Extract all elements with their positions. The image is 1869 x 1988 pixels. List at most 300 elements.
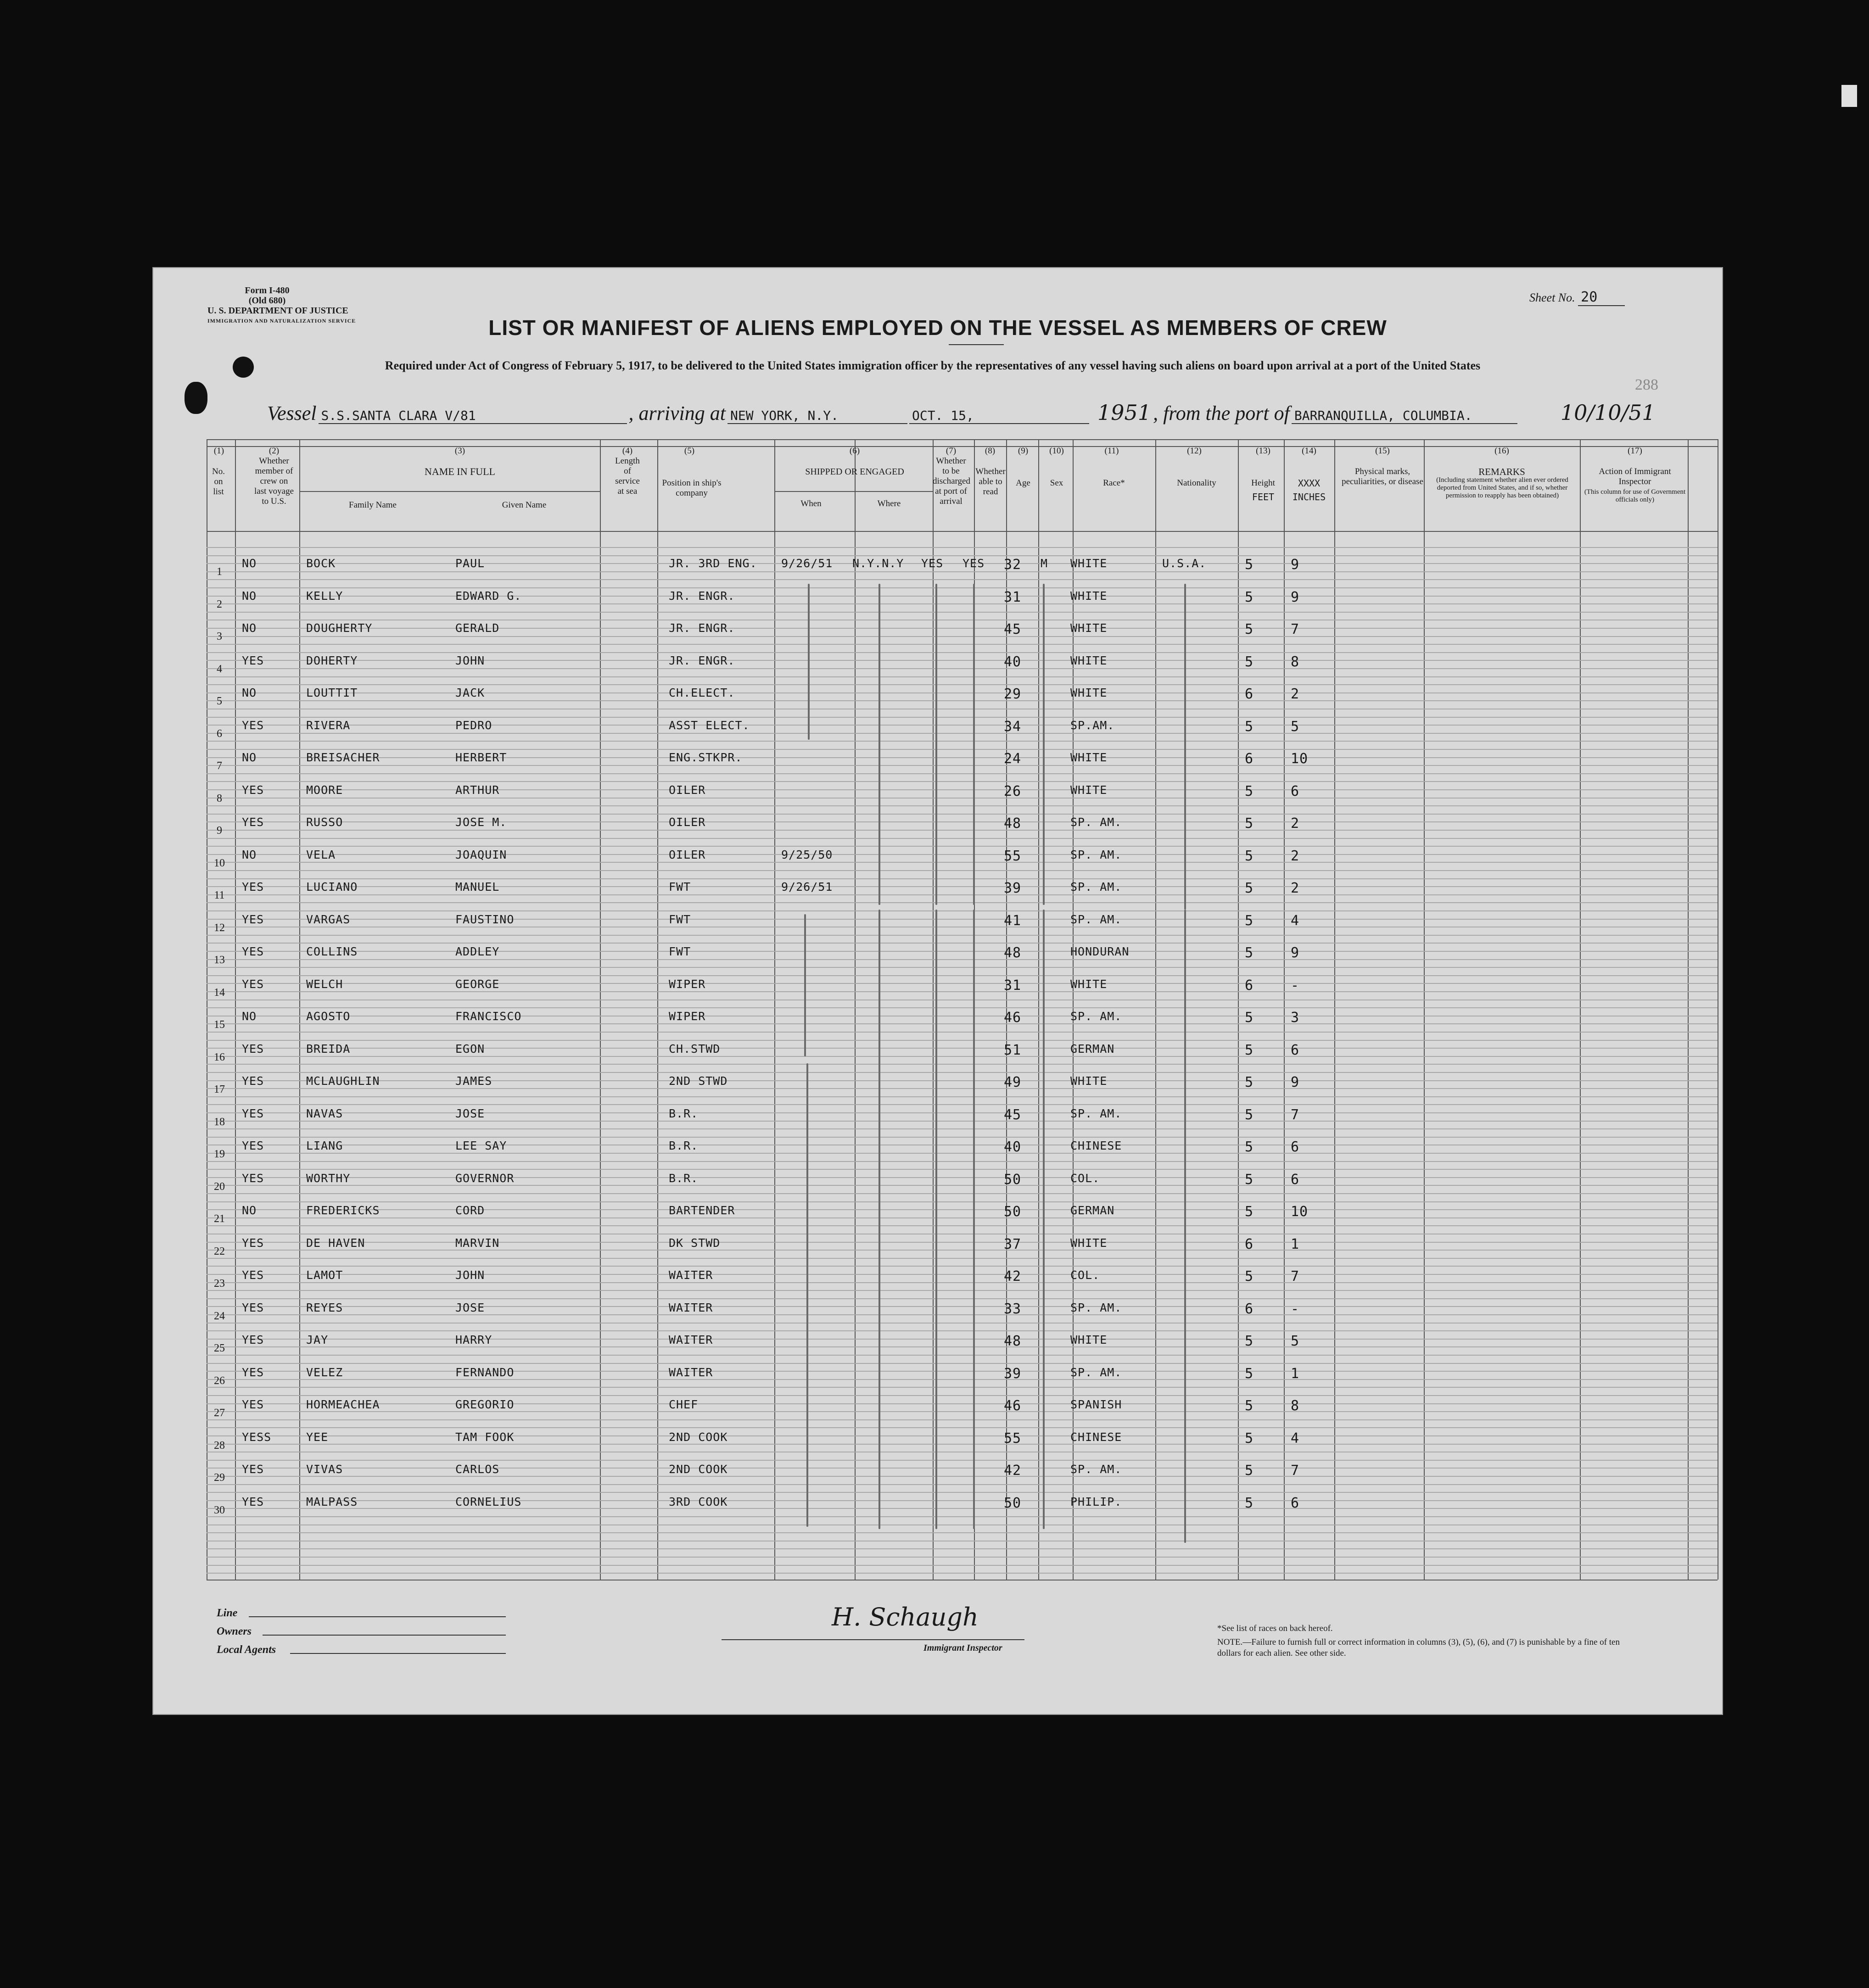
height-feet: 5 [1245, 654, 1254, 670]
height-feet: 5 [1245, 945, 1254, 961]
grid-line [207, 943, 1718, 944]
given-name: ADDLEY [455, 945, 500, 958]
height-inches: 9 [1291, 1074, 1300, 1090]
family-name: AGOSTO [306, 1010, 351, 1023]
grid-line [207, 1419, 1718, 1420]
arrival-year: 1951 [1097, 400, 1152, 425]
sheet-number-label: Sheet No. [1529, 291, 1575, 304]
grid-line [207, 587, 1718, 588]
grid-line [207, 854, 1718, 855]
grid-line [207, 830, 1718, 831]
height-feet: 5 [1245, 1172, 1254, 1188]
grid-line [207, 1330, 1718, 1331]
col6-number: (6) [849, 446, 860, 456]
crew-status: YES [242, 1042, 264, 1055]
height-inches: 10 [1291, 751, 1309, 767]
grid-line [207, 1032, 1718, 1033]
race: WHITE [1070, 1074, 1108, 1088]
vessel-name: S.S.SANTA CLARA V/81 [319, 408, 627, 424]
position: WAITER [669, 1301, 713, 1314]
age: 41 [1004, 913, 1022, 929]
row-number: 18 [214, 1116, 225, 1128]
age: 55 [1004, 1430, 1022, 1446]
given-name: JOHN [455, 654, 485, 667]
given-name: CORD [455, 1204, 485, 1217]
given-name: HARRY [455, 1333, 492, 1346]
row-number: 17 [214, 1083, 225, 1095]
crew-status: YES [242, 977, 264, 991]
height-feet: 5 [1245, 1268, 1254, 1284]
grid-line [207, 765, 1718, 766]
family-name: BREIDA [306, 1042, 351, 1055]
races-note: *See list of races on back hereof. [1217, 1624, 1333, 1633]
position: WAITER [669, 1333, 713, 1346]
height-feet: 5 [1245, 557, 1254, 573]
given-name: HERBERT [455, 751, 507, 764]
position: B.R. [669, 1172, 699, 1185]
given-name: MARVIN [455, 1236, 500, 1250]
grid-line [207, 1379, 1718, 1380]
grid-line [207, 821, 1718, 822]
height-inches: 1 [1291, 1236, 1300, 1252]
grid-line [207, 805, 1718, 806]
grid-line [207, 1427, 1718, 1428]
col12-number: (12) [1187, 446, 1202, 456]
age: 40 [1004, 1139, 1022, 1155]
inspector-label: Immigrant Inspector [923, 1643, 1002, 1653]
height-inches: 7 [1291, 1107, 1300, 1123]
family-name: DOHERTY [306, 654, 358, 667]
race: WHITE [1070, 654, 1108, 667]
grid-line [774, 439, 775, 1580]
race: SP. AM. [1070, 1366, 1122, 1379]
crew-status: YES [242, 1366, 264, 1379]
col12-label: Nationality [1177, 478, 1216, 488]
sheet-number [1529, 289, 1625, 305]
col6-where: Where [877, 499, 901, 508]
given-name: GEORGE [455, 977, 500, 991]
given-name: JACK [455, 686, 485, 699]
grid-line [207, 1193, 1718, 1194]
family-name: BREISACHER [306, 751, 380, 764]
position: OILER [669, 848, 706, 861]
able-to-read: YES [962, 557, 985, 570]
grid-line [207, 1371, 1718, 1372]
row-number: 21 [214, 1213, 225, 1225]
race: SP. AM. [1070, 815, 1122, 829]
local-agents-label: Local Agents [217, 1644, 276, 1656]
ink-blot [185, 382, 207, 414]
grid-line [207, 1492, 1718, 1493]
race: COL. [1070, 1268, 1100, 1282]
inspector-signature: H. Schaugh [832, 1603, 979, 1631]
row-number: 19 [214, 1148, 225, 1160]
ditto-stroke [1043, 584, 1045, 905]
ditto-stroke [804, 914, 806, 1056]
age: 32 [1004, 557, 1022, 573]
height-inches: 9 [1291, 945, 1300, 961]
row-number: 25 [214, 1342, 225, 1354]
family-name: LOUTTIT [306, 686, 358, 699]
height-inches: - [1291, 977, 1300, 994]
col15-label: Physical marks, peculiarities, or disease [1342, 467, 1423, 486]
given-name: TAM FOOK [455, 1430, 515, 1444]
grid-line [207, 1298, 1718, 1299]
grid-line [207, 1040, 1718, 1041]
family-name: REYES [306, 1301, 343, 1314]
position: JR. ENGR. [669, 621, 735, 635]
race: WHITE [1070, 751, 1108, 764]
height-inches: 5 [1291, 719, 1300, 735]
grid-line [207, 1048, 1718, 1049]
grid-line [207, 1209, 1718, 1210]
from-label: , from the port of [1153, 402, 1290, 424]
age: 51 [1004, 1042, 1022, 1058]
height-inches: 6 [1291, 1172, 1300, 1188]
grid-line [207, 935, 1718, 936]
crew-status: YES [242, 1398, 264, 1411]
height-inches: 6 [1291, 1495, 1300, 1511]
given-name: FERNANDO [455, 1366, 515, 1379]
grid-line [207, 773, 1718, 774]
grid-line [1334, 439, 1335, 1580]
family-name: DOUGHERTY [306, 621, 373, 635]
grid-line [207, 1242, 1718, 1243]
grid-line [600, 439, 601, 1580]
height-feet: 6 [1245, 1301, 1254, 1317]
owners-field [263, 1635, 506, 1636]
grid-line [207, 652, 1718, 653]
ink-blot [233, 357, 254, 378]
height-inches: 6 [1291, 783, 1300, 799]
grid-line [1688, 439, 1689, 1580]
grid-line [207, 1128, 1718, 1129]
position: JR. ENGR. [669, 654, 735, 667]
row-number: 29 [214, 1472, 225, 1484]
grid-line [207, 838, 1718, 839]
row-number: 13 [214, 954, 225, 966]
height-inches: 10 [1291, 1204, 1309, 1220]
grid-line [207, 563, 1718, 564]
grid-line [207, 531, 1718, 532]
grid-line [207, 1500, 1718, 1501]
grid-line [207, 1557, 1718, 1558]
crew-status: YES [242, 654, 264, 667]
age: 46 [1004, 1010, 1022, 1026]
col6-label: SHIPPED OR ENGAGED [805, 467, 904, 477]
grid-line [207, 983, 1718, 984]
given-name: GOVERNOR [455, 1172, 515, 1185]
position: OILER [669, 815, 706, 829]
grid-line [207, 1169, 1718, 1170]
col7-label: Whether to be discharged at port of arrival [933, 456, 970, 506]
ditto-stroke [879, 584, 880, 905]
race: WHITE [1070, 1236, 1108, 1250]
height-inches: 3 [1291, 1010, 1300, 1026]
grid-line [207, 1161, 1718, 1162]
grid-line [207, 1346, 1718, 1347]
height-inches: 7 [1291, 1463, 1300, 1479]
given-name: FAUSTINO [455, 913, 515, 926]
family-name: VELA [306, 848, 336, 861]
ditto-stroke [1184, 910, 1186, 1543]
col4-number: (4) [622, 446, 633, 456]
family-name: YEE [306, 1430, 329, 1444]
family-name: NAVAS [306, 1107, 343, 1120]
grid-line [207, 1137, 1718, 1138]
height-feet: 5 [1245, 1204, 1254, 1220]
grid-line [207, 1201, 1718, 1202]
family-name: KELLY [306, 589, 343, 603]
form-old-number: (Old 680) [248, 296, 286, 306]
crew-status: YES [242, 880, 264, 893]
col8-number: (8) [985, 446, 996, 456]
position: 2ND COOK [669, 1463, 728, 1476]
height-feet: 5 [1245, 848, 1254, 864]
row-number: 24 [214, 1310, 225, 1322]
shipped-where: N.Y.N.Y [852, 557, 904, 570]
age: 46 [1004, 1398, 1022, 1414]
grid-line [207, 1290, 1718, 1291]
col16-number: (16) [1494, 446, 1509, 456]
grid-line [207, 571, 1718, 572]
col4-label: Length of service at sea [615, 456, 640, 496]
race: SPANISH [1070, 1398, 1122, 1411]
grid-line [207, 814, 1718, 815]
grid-line [207, 725, 1718, 726]
row-number: 20 [214, 1181, 225, 1193]
grid-line [207, 1104, 1718, 1105]
height-inches: 2 [1291, 880, 1300, 896]
family-name: LUCIANO [306, 880, 358, 893]
grid-line [299, 439, 300, 1580]
row-number: 16 [214, 1051, 225, 1063]
row-number: 5 [217, 695, 222, 707]
given-name: JAMES [455, 1074, 492, 1088]
family-name: VIVAS [306, 1463, 343, 1476]
shipped-when: 9/25/50 [781, 848, 833, 861]
grid-line [774, 491, 933, 492]
grid-line [207, 1411, 1718, 1412]
grid-line [207, 1080, 1718, 1081]
crew-status: YES [242, 1268, 264, 1282]
ditto-stroke [973, 584, 975, 905]
row-number: 23 [214, 1278, 225, 1290]
grid-line [207, 886, 1718, 887]
age: 50 [1004, 1204, 1022, 1220]
height-inches: 2 [1291, 848, 1300, 864]
arrival-date: OCT. 15, [909, 408, 1089, 424]
height-feet: 5 [1245, 1463, 1254, 1479]
grid-line [207, 749, 1718, 750]
race: COL. [1070, 1172, 1100, 1185]
height-feet: 5 [1245, 719, 1254, 735]
grid-line [207, 902, 1718, 903]
row-number: 27 [214, 1407, 225, 1419]
race: CHINESE [1070, 1430, 1122, 1444]
height-feet: 5 [1245, 913, 1254, 929]
grid-line [207, 1355, 1718, 1356]
grid-line [207, 1258, 1718, 1259]
grid-line [207, 878, 1718, 879]
grid-line [207, 1007, 1718, 1008]
height-feet: 5 [1245, 1333, 1254, 1349]
arriving-label: , arriving at [628, 402, 726, 424]
grid-line [207, 733, 1718, 734]
row-number: 6 [217, 728, 222, 740]
col13-sub: FEET [1252, 491, 1275, 503]
col3-family: Family Name [349, 500, 397, 510]
grid-line [207, 991, 1718, 992]
family-name: RIVERA [306, 719, 351, 732]
row-number: 2 [217, 598, 222, 610]
col13-label: Height [1251, 478, 1275, 488]
height-inches: 8 [1291, 654, 1300, 670]
grid-line [1424, 439, 1425, 1580]
given-name: EGON [455, 1042, 485, 1055]
position: 3RD COOK [669, 1495, 728, 1508]
given-name: LEE SAY [455, 1139, 507, 1152]
race: SP. AM. [1070, 1463, 1122, 1476]
col6-when: When [800, 499, 822, 508]
age: 45 [1004, 1107, 1022, 1123]
row-number: 8 [217, 793, 222, 804]
col17-sub: (This column for use of Government officials only) [1584, 488, 1686, 503]
grid-line [207, 660, 1718, 661]
position: JR. ENGR. [669, 589, 735, 603]
grid-line [207, 1185, 1718, 1186]
col14-number: (14) [1302, 446, 1316, 456]
crew-status: NO [242, 848, 257, 861]
height-feet: 5 [1245, 1398, 1254, 1414]
sex: M [1041, 557, 1048, 570]
height-feet: 6 [1245, 751, 1254, 767]
grid-line [207, 919, 1718, 920]
family-name: LIANG [306, 1139, 343, 1152]
family-name: VARGAS [306, 913, 351, 926]
handwritten-date: 10/10/51 [1560, 400, 1656, 425]
col15-number: (15) [1375, 446, 1390, 456]
age: 42 [1004, 1463, 1022, 1479]
grid-line [207, 757, 1718, 758]
grid-line [207, 1217, 1718, 1218]
height-feet: 5 [1245, 1430, 1254, 1446]
grid-line [1155, 439, 1156, 1580]
row-number: 7 [217, 760, 222, 772]
grid-line [207, 1112, 1718, 1113]
age: 50 [1004, 1172, 1022, 1188]
col10-label: Sex [1050, 478, 1063, 488]
height-feet: 5 [1245, 1495, 1254, 1511]
penalty-note: NOTE.—Failure to furnish full or correct information in columns (3), (5), (6), and (7) is punishable by a fine of ten dollars for each alien. See other side. [1217, 1637, 1620, 1658]
row-number: 15 [214, 1019, 225, 1031]
height-inches: 8 [1291, 1398, 1300, 1414]
grid-line [207, 1387, 1718, 1388]
col14-sub: INCHES [1292, 491, 1326, 503]
age: 24 [1004, 751, 1022, 767]
family-name: FREDERICKS [306, 1204, 380, 1217]
race: WHITE [1070, 977, 1108, 991]
grid-line [207, 1363, 1718, 1364]
grid-line [207, 1435, 1718, 1436]
grid-line [207, 1508, 1718, 1509]
crew-status: NO [242, 751, 257, 764]
race: CHINESE [1070, 1139, 1122, 1152]
requirement-text: Required under Act of Congress of February 5, 1917, to be delivered to the United States immigration officer by the representatives of any vessel having such aliens on board upon arrival at a port of the United States [385, 359, 1481, 372]
height-feet: 5 [1245, 589, 1254, 605]
grid-line [657, 439, 658, 1580]
grid-line [1038, 439, 1039, 1580]
age: 34 [1004, 719, 1022, 735]
race: SP. AM. [1070, 848, 1122, 861]
vessel-line [267, 400, 1656, 425]
grid-line [207, 846, 1718, 847]
given-name: FRANCISCO [455, 1010, 522, 1023]
family-name: COLLINS [306, 945, 358, 958]
position: CH.ELECT. [669, 686, 735, 699]
col11-label: Race* [1103, 478, 1125, 488]
crew-status: NO [242, 589, 257, 603]
grid-line [207, 1444, 1718, 1445]
given-name: JOHN [455, 1268, 485, 1282]
race: WHITE [1070, 557, 1108, 570]
crew-status: YES [242, 913, 264, 926]
race: WHITE [1070, 589, 1108, 603]
race: SP. AM. [1070, 880, 1122, 893]
height-feet: 6 [1245, 1236, 1254, 1252]
grid-line [207, 1460, 1718, 1461]
age: 26 [1004, 783, 1022, 799]
height-feet: 5 [1245, 1139, 1254, 1155]
grid-line [299, 491, 600, 492]
crew-status: YES [242, 1236, 264, 1250]
age: 29 [1004, 686, 1022, 702]
position: WAITER [669, 1366, 713, 1379]
grid-line [933, 439, 934, 1580]
given-name: PEDRO [455, 719, 492, 732]
race: SP. AM. [1070, 913, 1122, 926]
stamp-number: 288 [1635, 376, 1658, 393]
race: WHITE [1070, 621, 1108, 635]
discharged: YES [921, 557, 944, 570]
crew-status: YES [242, 815, 264, 829]
grid-line [207, 967, 1718, 968]
family-name: MALPASS [306, 1495, 358, 1508]
height-inches: - [1291, 1301, 1300, 1317]
row-number: 3 [217, 631, 222, 642]
grid-line [207, 596, 1718, 597]
height-inches: 5 [1291, 1333, 1300, 1349]
given-name: MANUEL [455, 880, 500, 893]
crew-status: YES [242, 1172, 264, 1185]
ditto-stroke [879, 910, 880, 1529]
col7-number: (7) [946, 446, 957, 456]
crew-status: NO [242, 621, 257, 635]
grid-line [207, 439, 1718, 440]
line-field [249, 1616, 506, 1617]
crew-status: YES [242, 1495, 264, 1508]
race: SP. AM. [1070, 1107, 1122, 1120]
col11-number: (11) [1104, 446, 1119, 456]
family-name: LAMOT [306, 1268, 343, 1282]
inspector-signature-line [722, 1639, 1024, 1640]
given-name: ARTHUR [455, 783, 500, 797]
crew-status: YES [242, 1333, 264, 1346]
grid-line [207, 1177, 1718, 1178]
grid-line [207, 1548, 1718, 1549]
col2-label: Whether member of crew on last voyage to U.S. [254, 456, 294, 506]
position: CHEF [669, 1398, 699, 1411]
